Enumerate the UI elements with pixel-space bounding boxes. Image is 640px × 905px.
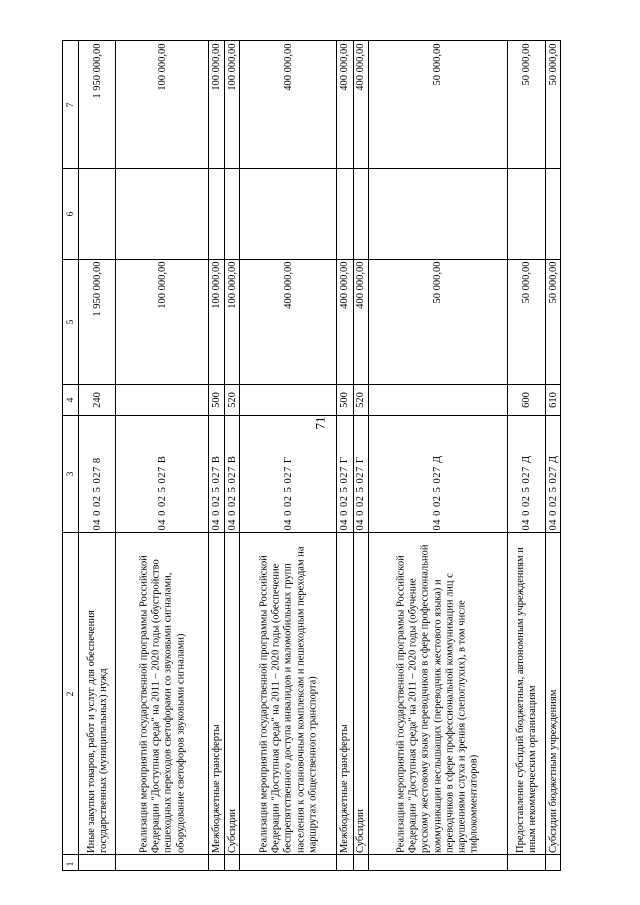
cell-col-2 [508, 532, 546, 854]
cell-col-7 [79, 41, 116, 168]
cell-col-1 [369, 854, 508, 871]
cell-col-3 [209, 415, 225, 532]
cell-text: 100 000,00 [226, 261, 238, 309]
cell-text: 100 000,00 [156, 43, 168, 91]
cell-col-6 [369, 168, 508, 259]
cell-text: 50 000,00 [547, 261, 559, 304]
cell-text: Реализация мероприятий государственной программы Российской Федерации "Доступная среда" на 2011 – 2020 годы (обустройство пешеходных переходов светофорами со звуковыми сигналами, оборудование светофоров звуковыми сигналами) [138, 554, 186, 853]
cell-text: Межбюджетные трансферты [339, 723, 351, 853]
cell-text: 50 000,00 [520, 261, 532, 304]
cell-col-3 [369, 415, 508, 532]
cell-col-7 [508, 41, 546, 168]
cell-text: 240 [91, 392, 103, 408]
cell-text: 2 [65, 691, 76, 696]
cell-text: 100 000,00 [210, 43, 222, 91]
cell-text: 5 [65, 319, 76, 325]
table-row [354, 41, 369, 871]
cell-text: Субсидии бюджетным учреждениям [547, 689, 559, 853]
cell-text: Реализация мероприятий государственной программы Российской Федерации "Доступная среда" на 2011 – 2020 годы (обучение русскому жестовому языку переводчиков в сфере профессиональной коммуникации неслышащих (переводчик жестового языка) и переводчиков в сфере профессиональной коммуникации лиц с нарушениями слуха и зрения (слепоглухих), в том числе тифлокомментаторов) [395, 544, 480, 853]
cell-col-3 [225, 415, 240, 532]
cell-col-4 [354, 384, 369, 415]
cell-text: 50 000,00 [431, 261, 443, 304]
cell-col-1 [116, 854, 209, 871]
cell-text: 520 [226, 392, 238, 408]
header-cell-1 [63, 854, 79, 871]
table-row [369, 41, 508, 871]
cell-text: 400 000,00 [282, 43, 294, 91]
cell-text: 400 000,00 [355, 43, 367, 91]
cell-col-2 [337, 532, 353, 854]
cell-col-4 [225, 384, 240, 415]
cell-col-6 [116, 168, 209, 259]
cell-col-5 [354, 259, 369, 384]
table-row [225, 41, 240, 871]
cell-text: 04 0 02 5 027 Д [431, 455, 443, 531]
cell-col-1 [546, 854, 561, 871]
cell-col-1 [209, 854, 225, 871]
cell-col-2 [209, 532, 225, 854]
header-cell-4 [63, 384, 79, 415]
cell-col-2 [116, 532, 209, 854]
cell-col-7 [209, 41, 225, 168]
cell-col-6 [225, 168, 240, 259]
cell-col-7 [116, 41, 209, 168]
cell-col-7 [354, 41, 369, 168]
cell-col-3 [240, 415, 337, 532]
cell-col-2 [546, 532, 561, 854]
cell-text: 04 0 02 5 027 Д [520, 455, 532, 531]
cell-col-6 [240, 168, 337, 259]
header-row [63, 41, 79, 871]
cell-text: 100 000,00 [226, 43, 238, 91]
budget-table [62, 40, 561, 871]
cell-col-4 [546, 384, 561, 415]
table-row [79, 41, 116, 871]
cell-text: 400 000,00 [339, 43, 351, 91]
cell-text: Иные закупки товаров, работ и услуг для обеспечения государственных (муниципальных) нужд [85, 609, 109, 853]
cell-text: 6 [65, 211, 76, 217]
cell-col-4 [240, 384, 337, 415]
cell-col-5 [225, 259, 240, 384]
cell-text: 4 [65, 397, 76, 403]
cell-text: 100 000,00 [156, 261, 168, 309]
cell-text: 04 0 02 5 027 Г [282, 456, 294, 531]
cell-col-4 [369, 384, 508, 415]
cell-col-4 [79, 384, 116, 415]
cell-col-1 [337, 854, 353, 871]
table-row [508, 41, 546, 871]
cell-text: 520 [355, 392, 367, 408]
cell-col-6 [508, 168, 546, 259]
cell-text: 04 0 02 5 027 Д [547, 455, 559, 531]
cell-col-3 [116, 415, 209, 532]
cell-col-5 [79, 259, 116, 384]
cell-col-3 [337, 415, 353, 532]
table-row [240, 41, 337, 871]
cell-text: 3 [65, 471, 76, 477]
cell-col-3 [79, 415, 116, 532]
cell-col-7 [225, 41, 240, 168]
cell-col-1 [508, 854, 546, 871]
cell-text: 500 [210, 392, 222, 408]
cell-text: Реализация мероприятий государственной программы Российской Федерации "Доступная среда" на 2011 – 2020 годы (обеспечение беспрепятственного доступа инвалидов и маломобильных групп населения к остановочным комплексам и пешеходным переходам на маршрутах общественного транспорта) [258, 545, 319, 853]
cell-col-6 [354, 168, 369, 259]
cell-col-5 [546, 259, 561, 384]
cell-text: 04 0 02 5 027 8 [91, 457, 103, 531]
cell-col-4 [116, 384, 209, 415]
cell-text: 400 000,00 [355, 261, 367, 309]
header-cell-6 [63, 168, 79, 259]
cell-text: 400 000,00 [282, 261, 294, 309]
header-cell-3 [63, 415, 79, 532]
cell-text: Предоставление субсидий бюджетным, автономным учреждениям и иным некоммерческим организациям [514, 546, 538, 853]
cell-col-2 [225, 532, 240, 854]
cell-col-7 [240, 41, 337, 168]
table-row [337, 41, 353, 871]
cell-text: 1 950 000,00 [91, 43, 103, 99]
cell-col-1 [240, 854, 337, 871]
cell-text: 7 [65, 102, 76, 107]
cell-text: 04 0 02 5 027 В [210, 455, 222, 531]
cell-col-2 [369, 532, 508, 854]
cell-col-6 [209, 168, 225, 259]
cell-text: 50 000,00 [520, 43, 532, 85]
cell-text: 04 0 02 5 027 В [226, 455, 238, 531]
cell-col-7 [337, 41, 353, 168]
header-cell-7 [63, 41, 79, 168]
header-cell-5 [63, 259, 79, 384]
cell-col-3 [354, 415, 369, 532]
cell-col-6 [79, 168, 116, 259]
cell-text: 04 0 02 5 027 Г [339, 456, 351, 531]
cell-text: 50 000,00 [431, 43, 443, 85]
cell-text: 1 950 000,00 [91, 261, 103, 317]
cell-col-5 [337, 259, 353, 384]
cell-col-7 [369, 41, 508, 168]
cell-col-6 [546, 168, 561, 259]
cell-col-5 [369, 259, 508, 384]
cell-text: 50 000,00 [547, 43, 559, 85]
cell-col-1 [354, 854, 369, 871]
header-cell-2 [63, 532, 79, 854]
page-number: 71 [312, 416, 327, 430]
cell-text: Субсидии [355, 808, 367, 853]
cell-text: Субсидии [226, 808, 238, 853]
cell-col-2 [240, 532, 337, 854]
cell-col-3 [546, 415, 561, 532]
cell-col-5 [116, 259, 209, 384]
cell-text: 1 [65, 861, 76, 866]
cell-text: 100 000,00 [210, 261, 222, 309]
cell-col-7 [546, 41, 561, 168]
cell-col-5 [508, 259, 546, 384]
cell-text: Межбюджетные трансферты [210, 723, 222, 853]
cell-text: 04 0 02 5 027 В [156, 455, 168, 531]
cell-col-2 [354, 532, 369, 854]
cell-col-1 [225, 854, 240, 871]
cell-col-4 [508, 384, 546, 415]
table-row [546, 41, 561, 871]
cell-text: 04 0 02 5 027 Г [355, 456, 367, 531]
cell-col-6 [337, 168, 353, 259]
cell-col-3 [508, 415, 546, 532]
table-row [116, 41, 209, 871]
cell-col-4 [337, 384, 353, 415]
cell-col-5 [209, 259, 225, 384]
cell-text: 400 000,00 [339, 261, 351, 309]
cell-col-2 [79, 532, 116, 854]
table-row [209, 41, 225, 871]
cell-text: 610 [547, 392, 559, 408]
cell-text: 500 [339, 392, 351, 408]
cell-text: 600 [520, 392, 532, 408]
cell-col-1 [79, 854, 116, 871]
cell-col-5 [240, 259, 337, 384]
cell-col-4 [209, 384, 225, 415]
